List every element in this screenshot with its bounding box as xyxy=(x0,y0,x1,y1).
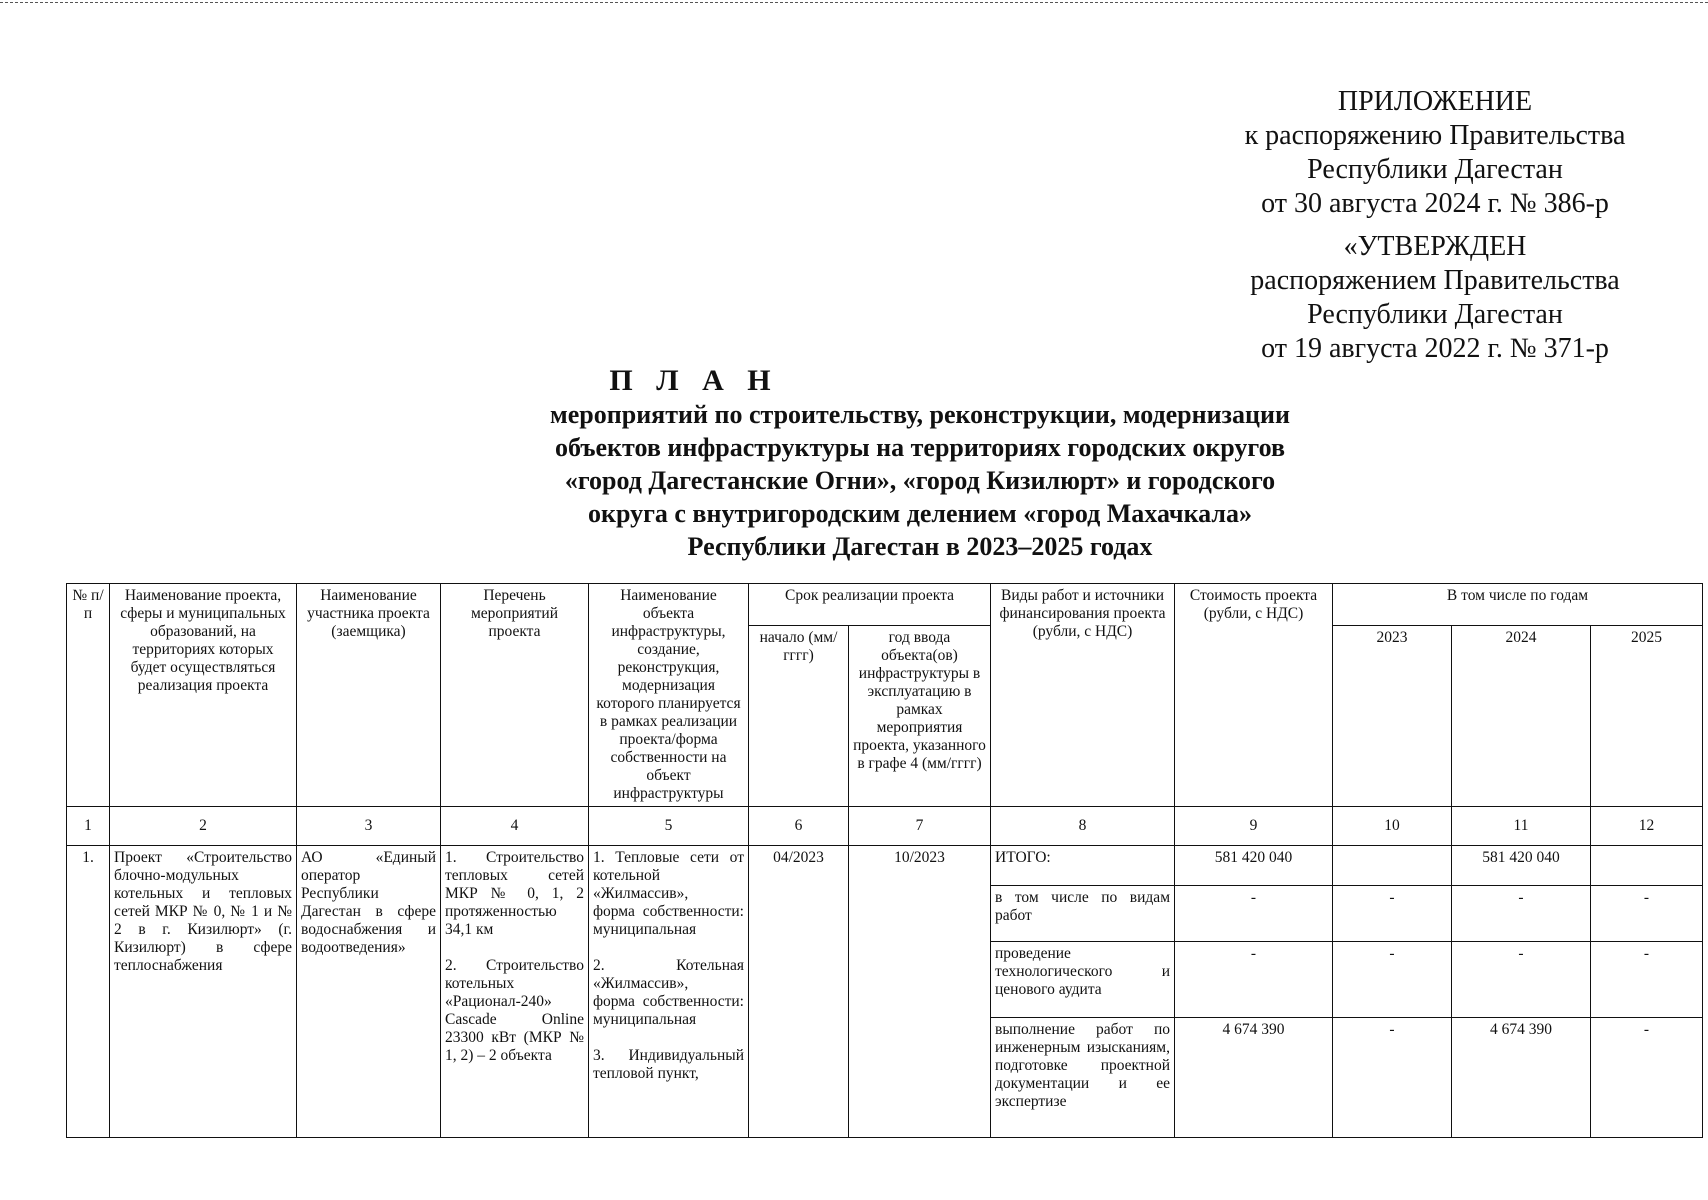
row-year-2024: - xyxy=(1452,886,1591,942)
column-number: 7 xyxy=(849,807,991,846)
header-project: Наименование проекта, сферы и муниципальных образований, на территориях которых будет осуществляться реализация проекта xyxy=(110,584,297,807)
row-year-2023 xyxy=(1333,846,1452,886)
approved-line: «УТВЕРЖДЕН xyxy=(1343,231,1527,262)
column-number-row xyxy=(67,807,1703,846)
column-number: 11 xyxy=(1452,807,1591,846)
row-year-2023: - xyxy=(1333,1018,1452,1138)
appendix-line: ПРИЛОЖЕНИЕ xyxy=(1337,86,1533,117)
row-work-type: в том числе по видам работ xyxy=(991,886,1175,942)
column-number: 5 xyxy=(589,807,749,846)
plan-subtitle xyxy=(460,398,1380,563)
column-number: 8 xyxy=(991,807,1175,846)
subtitle-line: округа с внутригородским делением «город Махачкала» xyxy=(587,499,1252,528)
header-by-years: В том числе по годам xyxy=(1333,584,1703,626)
row-year-2024: 581 420 040 xyxy=(1452,846,1591,886)
approved-block xyxy=(1200,230,1670,366)
approved-line: от 19 августа 2022 г. № 371-р xyxy=(1261,333,1609,364)
row-project: Проект «Строительство блочно-модульных котельных и тепловых сетей МКР № 0, № 1 и № 2 в г. Кизилюрт» (г. Кизилюрт) в сфере теплоснабжения xyxy=(110,846,297,1138)
appendix-line: от 30 августа 2024 г. № 386-р xyxy=(1261,188,1609,219)
row-cost: - xyxy=(1175,942,1333,1018)
row-work-type: проведение технологического и ценового аудита xyxy=(991,942,1175,1018)
column-number: 4 xyxy=(441,807,589,846)
row-object: 1. Тепловые сети от котельной «Жилмассив», форма собственности: муниципальная 2. Котельная «Жилмассив», форма собственности: муниципальная 3. Индивидуальный тепловой пункт, xyxy=(589,846,749,1138)
row-cost: - xyxy=(1175,886,1333,942)
row-year-2023: - xyxy=(1333,942,1452,1018)
row-work-type: выполнение работ по инженерным изысканиям, подготовке проектной документации и ее экспертизе xyxy=(991,1018,1175,1138)
header-no: № п/п xyxy=(67,584,110,807)
subtitle-line: «город Дагестанские Огни», «город Кизилюрт» и городского xyxy=(564,466,1276,495)
row-year-2024: - xyxy=(1452,942,1591,1018)
row-year-2025 xyxy=(1591,846,1703,886)
header-works: Виды работ и источники финансирования проекта (рубли, с НДС) xyxy=(991,584,1175,807)
plan-table xyxy=(66,583,1703,1138)
appendix-line: к распоряжению Правительства xyxy=(1244,120,1626,151)
row-year-2025: - xyxy=(1591,942,1703,1018)
row-year-2024: 4 674 390 xyxy=(1452,1018,1591,1138)
header-start: начало (мм/гггг) xyxy=(749,626,849,807)
row-year-2025: - xyxy=(1591,886,1703,942)
row-start: 04/2023 xyxy=(749,846,849,1138)
column-number: 1 xyxy=(67,807,110,846)
header-year-2025: 2025 xyxy=(1591,626,1703,807)
column-number: 6 xyxy=(749,807,849,846)
row-year-2023: - xyxy=(1333,886,1452,942)
column-number: 12 xyxy=(1591,807,1703,846)
table-row xyxy=(67,846,1703,886)
header-commission: год ввода объекта(ов) инфраструктуры в эксплуатацию в рамках мероприятия проекта, указанного в графе 4 (мм/гггг) xyxy=(849,626,991,807)
subtitle-line: Республики Дагестан в 2023–2025 годах xyxy=(687,532,1153,561)
appendix-block xyxy=(1200,85,1670,221)
header-object: Наименование объекта инфраструктуры, создание, реконструкция, модернизация которого планируется в рамках реализации проекта/форма собственности на объект инфраструктуры xyxy=(589,584,749,807)
subtitle-line: объектов инфраструктуры на территориях городских округов xyxy=(555,433,1285,462)
row-year-2025: - xyxy=(1591,1018,1703,1138)
row-measures: 1. Строительство тепловых сетей МКР № 0, 1, 2 протяженностью 34,1 км 2. Строительство котельных «Рационал-240» Cascade Online 23300 кВт (МКР № 1, 2) – 2 объекта xyxy=(441,846,589,1138)
plan-title: П Л А Н xyxy=(609,364,779,397)
column-number: 2 xyxy=(110,807,297,846)
row-cost: 4 674 390 xyxy=(1175,1018,1333,1138)
header-year-2023: 2023 xyxy=(1333,626,1452,807)
row-commission: 10/2023 xyxy=(849,846,991,1138)
column-number: 9 xyxy=(1175,807,1333,846)
header-measures: Перечень мероприятий проекта xyxy=(441,584,589,807)
approved-line: Республики Дагестан xyxy=(1307,299,1563,330)
column-number: 10 xyxy=(1333,807,1452,846)
column-number: 3 xyxy=(297,807,441,846)
row-work-total: ИТОГО: xyxy=(991,846,1175,886)
approved-line: распоряжением Правительства xyxy=(1250,265,1620,296)
header-year-2024: 2024 xyxy=(1452,626,1591,807)
header-participant: Наименование участника проекта (заемщика) xyxy=(297,584,441,807)
appendix-line: Республики Дагестан xyxy=(1307,154,1563,185)
header-term: Срок реализации проекта xyxy=(749,584,991,626)
subtitle-line: мероприятий по строительству, реконструкции, модернизации xyxy=(550,400,1290,429)
row-cost: 581 420 040 xyxy=(1175,846,1333,886)
row-no: 1. xyxy=(67,846,110,1138)
row-participant: АО «Единый оператор Республики Дагестан в сфере водоснабжения и водоотведения» xyxy=(297,846,441,1138)
header-cost: Стоимость проекта (рубли, с НДС) xyxy=(1175,584,1333,807)
page-top-border xyxy=(0,2,1708,3)
